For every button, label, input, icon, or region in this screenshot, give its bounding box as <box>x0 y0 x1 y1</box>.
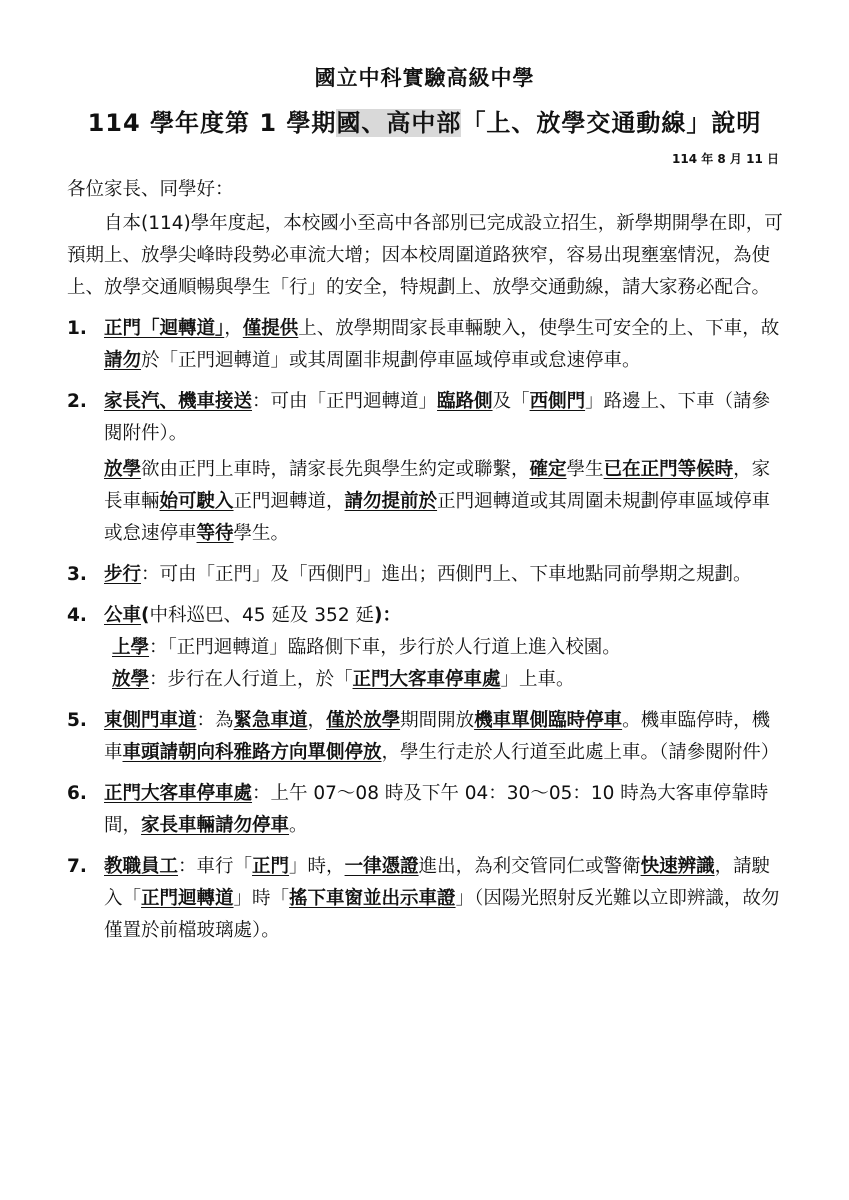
item-emphasis: 放學 <box>112 669 150 690</box>
item-text: ( <box>141 605 150 626</box>
item-text: ，請駛入「 <box>104 856 771 909</box>
item-emphasis: 始可駛入 <box>159 491 234 512</box>
item-text: ：上午 07～08 時及下午 04：30～05：10 時為大客車停靠時間， <box>104 783 769 836</box>
item-number: 5. <box>67 710 87 731</box>
item-text: ：可由「正門迴轉道」 <box>252 391 438 412</box>
item-text: ：為 <box>196 710 234 731</box>
item-emphasis: 上學 <box>112 637 150 658</box>
bus-morning-line <box>104 632 787 664</box>
item-text: )： <box>373 605 401 626</box>
item-text: 」時， <box>289 856 345 877</box>
list-item-1 <box>67 313 787 377</box>
intro-paragraph: 自本(114)學年度起，本校國小至高中各部別已完成設立招生，新學期開學在即，可預期上、放學尖峰時段勢必車流大增；因本校周圍道路狹窄，容易出現壅塞情況，為使上、放學交通順暢與學生「行」的安全，特規劃上、放學交通動線，請大家務必配合。 <box>67 213 783 298</box>
item-text: 」路邊上、下車（請參閱附件）。 <box>104 391 771 444</box>
title-suffix: 「上、放學交通動線」說明 <box>461 109 762 137</box>
list-item-3 <box>67 559 787 591</box>
item-text: ，學生行走於人行道至此處上車。（請參閱附件） <box>381 742 780 763</box>
item-text: 。 <box>289 815 308 836</box>
item-heading: 教職員工 <box>104 856 179 877</box>
item-text: ， <box>307 710 327 731</box>
item-paragraph <box>104 600 787 632</box>
item-text: 正門迴轉道， <box>233 491 345 512</box>
item-emphasis: 僅於放學 <box>326 710 401 731</box>
item-paragraph <box>104 454 787 550</box>
item-emphasis: 放學 <box>104 459 142 480</box>
item-emphasis: 搖下車窗並出示車證 <box>289 888 456 909</box>
item-text: 學生。 <box>233 523 290 544</box>
title-prefix: 114 學年度第 1 學期 <box>87 109 337 137</box>
item-text: 及「 <box>492 391 530 412</box>
item-heading: 家長汽、機車接送 <box>104 391 253 412</box>
item-text: 學生 <box>566 459 604 480</box>
item-text: ：可由「正門」及「西側門」進出；西側門上、下車地點同前學期之規劃。 <box>141 564 752 585</box>
item-paragraph <box>104 386 787 450</box>
item-text: 於「正門迴轉道」或其周圍非規劃停車區域停車或怠速停車。 <box>141 350 641 371</box>
item-heading: 公車 <box>104 605 142 626</box>
item-text: 」時「 <box>233 888 290 909</box>
item-number: 4. <box>67 605 87 626</box>
item-text: ：步行在人行道上，於「 <box>149 669 353 690</box>
item-emphasis: 西側門 <box>529 391 586 412</box>
item-text: 正門迴轉道或其周圍未規劃停車區域停車或怠速停車 <box>104 491 771 544</box>
item-emphasis: 正門迴轉道 <box>141 888 234 909</box>
bus-afternoon-line <box>104 664 787 696</box>
item-heading: 步行 <box>104 564 142 585</box>
list-item-4 <box>67 600 787 696</box>
item-emphasis: 僅提供 <box>242 318 299 339</box>
list-item-5 <box>67 705 787 769</box>
document-date: 114 年 8 月 11 日 <box>672 152 779 166</box>
item-emphasis: 正門大客車停車處 <box>352 669 501 690</box>
item-text: 欲由正門上車時，請家長先與學生約定或聯繫， <box>141 459 530 480</box>
item-emphasis: 家長車輛請勿停車 <box>141 815 290 836</box>
item-emphasis: 快速辨識 <box>640 856 715 877</box>
item-emphasis: 等待 <box>196 523 234 544</box>
item-emphasis: 機車單側臨時停車 <box>474 710 623 731</box>
item-text: ：「正門迴轉道」臨路側下車，步行於人行道上進入校園。 <box>149 637 621 658</box>
item-heading: 東側門車道 <box>104 710 197 731</box>
item-text: 期間開放 <box>400 710 475 731</box>
item-text: ， <box>224 318 243 339</box>
item-emphasis: 正門 <box>252 856 290 877</box>
item-text: 進出，為利交管同仁或警衛 <box>418 856 641 877</box>
item-text: 中科巡巴、45 延及 352 延 <box>149 605 374 626</box>
document-body <box>67 174 787 947</box>
document-title <box>0 103 849 138</box>
school-name: 國立中科實驗高級中學 <box>314 66 535 90</box>
item-heading: 正門大客車停車處 <box>104 783 253 804</box>
item-number: 3. <box>67 564 87 585</box>
list-item-6 <box>67 778 787 842</box>
item-text: 」上車。 <box>500 669 575 690</box>
item-text: ，家長車輛 <box>104 459 771 512</box>
item-number: 2. <box>67 391 87 412</box>
title-highlight: 國、高中部 <box>336 109 462 137</box>
item-text: ：車行「 <box>178 856 253 877</box>
item-emphasis: 確定 <box>529 459 567 480</box>
item-emphasis: 緊急車道 <box>233 710 308 731</box>
item-heading: 正門「迴轉道」 <box>104 318 225 339</box>
item-emphasis: 一律憑證 <box>344 856 419 877</box>
item-text: 」（因陽光照射反光難以立即辨識，故勿僅置於前檔玻璃處）。 <box>104 888 780 941</box>
item-emphasis: 臨路側 <box>437 391 493 412</box>
item-text: 上、放學期間家長車輛駛入，使學生可安全的上、下車，故 <box>298 318 780 339</box>
item-text: 。機車臨停時，機車 <box>104 710 771 763</box>
item-emphasis: 車頭請朝向科雅路方向單側停放 <box>122 742 382 763</box>
greeting: 各位家長、同學好： <box>67 179 234 200</box>
item-emphasis: 請勿提前於 <box>344 491 438 512</box>
item-emphasis: 已在正門等候時 <box>603 459 734 480</box>
list-item-7 <box>67 851 787 947</box>
item-number: 6. <box>67 783 87 804</box>
list-item-2 <box>67 386 787 550</box>
item-number: 7. <box>67 856 87 877</box>
item-number: 1. <box>67 318 87 339</box>
item-emphasis: 請勿 <box>104 350 142 371</box>
